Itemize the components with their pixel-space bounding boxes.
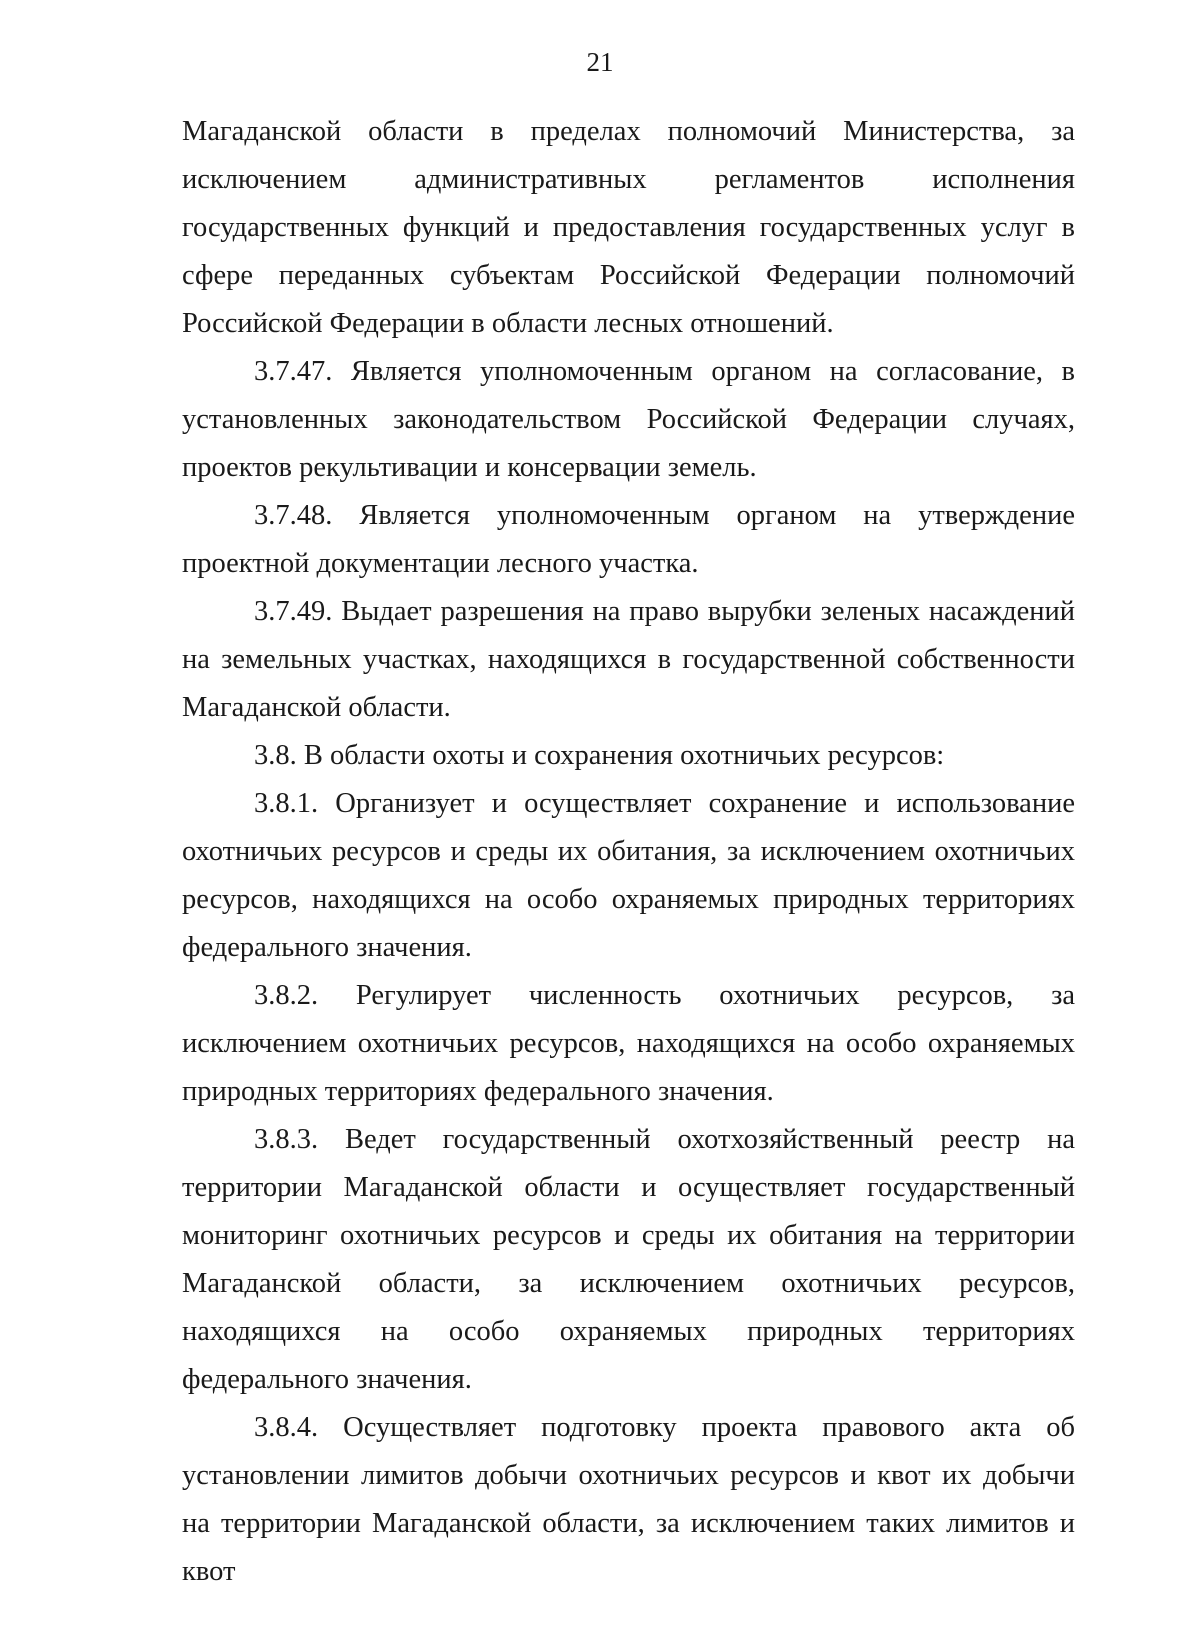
paragraph-3-8-2: 3.8.2. Регулирует численность охотничьих ресурсов, за исключением охотничьих ресурсов, находящихся на особо охраняемых природных территориях федерального значения.	[182, 980, 1075, 1107]
paragraph-3-7-47: 3.7.47. Является уполномоченным органом на согласование, в установленных законодательством Российской Федерации случаях, проектов рекультивации и консервации земель.	[182, 356, 1075, 483]
paragraph-3-8-4: 3.8.4. Осуществляет подготовку проекта правового акта об установлении лимитов добычи охотничьих ресурсов и квот их добычи на территории Магаданской области, за исключением таких лимитов и квот	[182, 1412, 1075, 1587]
document-body	[182, 108, 1075, 1596]
paragraph-3-7-48: 3.7.48. Является уполномоченным органом на утверждение проектной документации лесного участка.	[182, 500, 1075, 579]
page-number: 21	[586, 47, 614, 77]
paragraph-3-8-heading: 3.8. В области охоты и сохранения охотничьих ресурсов:	[254, 740, 945, 771]
paragraph-3-8-3: 3.8.3. Ведет государственный охотхозяйственный реестр на территории Магаданской области и осуществляет государственный мониторинг охотничьих ресурсов и среды их обитания на территории Магаданской области, за исключением охотничьих ресурсов, находящихся на особо охраняемых природных территориях федерального значения.	[182, 1124, 1075, 1395]
paragraph-3-7-49: 3.7.49. Выдает разрешения на право вырубки зеленых насаждений на земельных участках, находящихся в государственной собственности Магаданской области.	[182, 596, 1075, 723]
paragraph-continuation: Магаданской области в пределах полномочий Министерства, за исключением административных регламентов исполнения государственных функций и предоставления государственных услуг в сфере переданных субъектам Российской Федерации полномочий Российской Федерации в области лесных отношений.	[182, 116, 1075, 339]
paragraph-3-8-1: 3.8.1. Организует и осуществляет сохранение и использование охотничьих ресурсов и среды их обитания, за исключением охотничьих ресурсов, находящихся на особо охраняемых природных территориях федерального значения.	[182, 788, 1075, 963]
